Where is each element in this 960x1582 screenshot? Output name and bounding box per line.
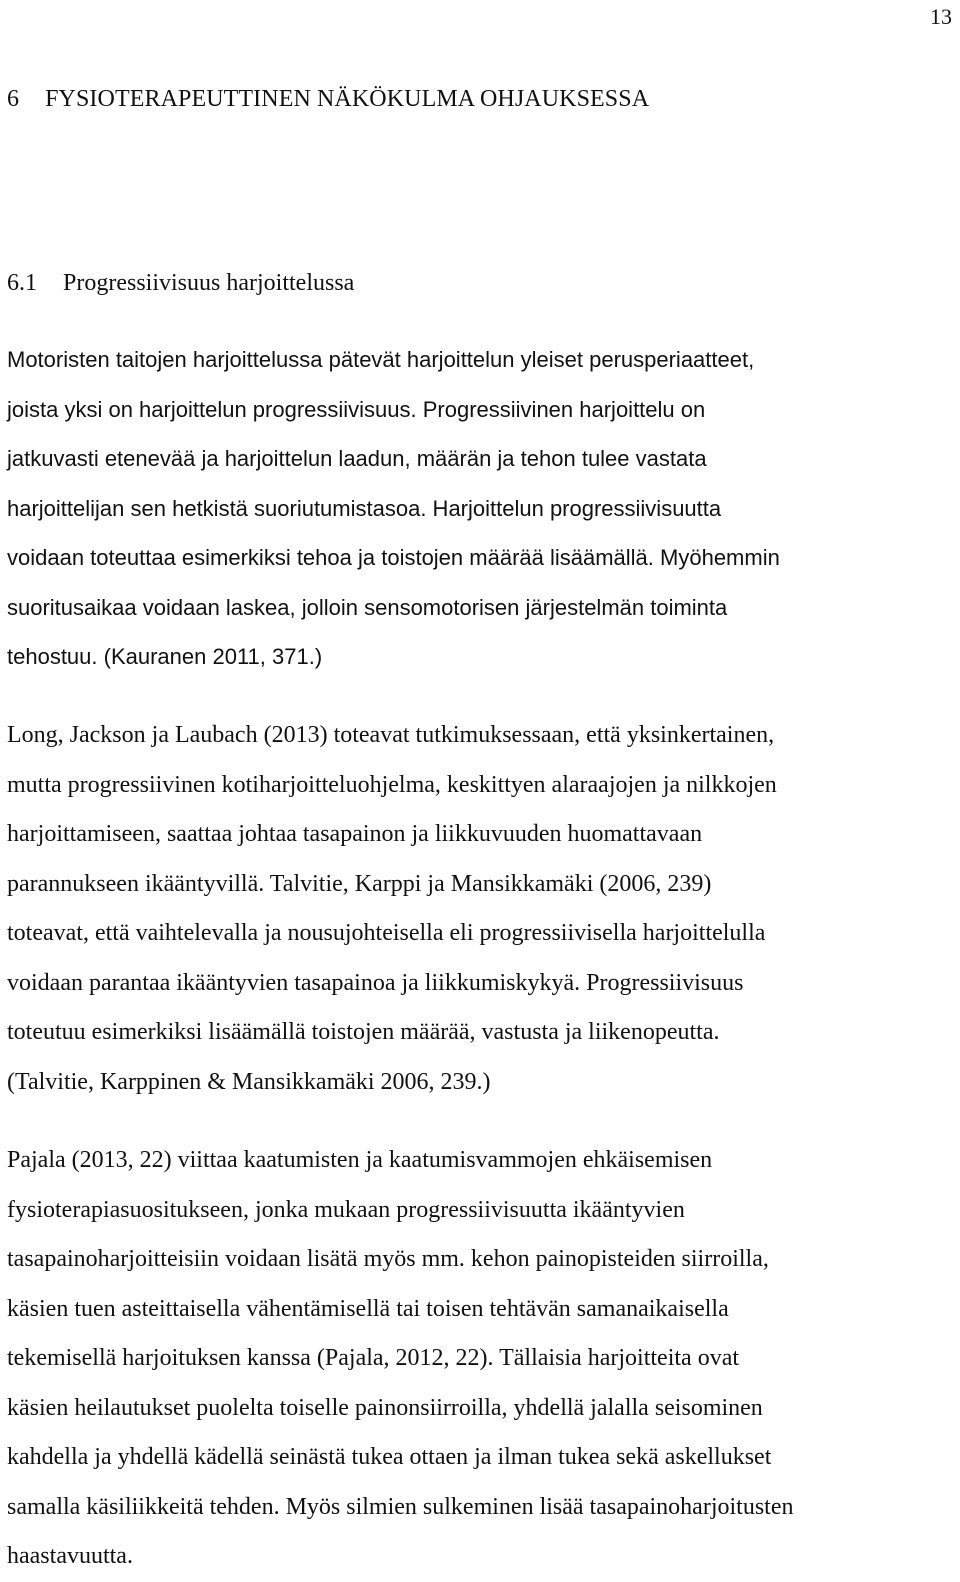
paragraph-line: parannukseen ikääntyvillä. Talvitie, Karppi ja Mansikkamäki (2006, 239)	[7, 870, 712, 897]
chapter-title: FYSIOTERAPEUTTINEN NÄKÖKULMA OHJAUKSESSA	[45, 86, 650, 112]
section-number: 6.1	[7, 270, 37, 296]
paragraph-line: toteutuu esimerkiksi lisäämällä toistojen määrää, vastusta ja liikenopeutta.	[7, 1019, 720, 1045]
paragraph-line: tekemisellä harjoituksen kanssa (Pajala, 2012, 22). Tällaisia harjoitteita ovat	[7, 1345, 740, 1371]
chapter-heading	[7, 84, 649, 114]
paragraph-line: Motoristen taitojen harjoittelussa pätevät harjoittelun yleiset perusperiaatteet,	[7, 347, 755, 372]
paragraph-line: fysioterapiasuositukseen, jonka mukaan progressiivisuutta ikääntyvien	[7, 1196, 685, 1223]
chapter-number: 6	[7, 86, 20, 112]
paragraph-1	[7, 335, 780, 682]
paragraph-line: voidaan parantaa ikääntyvien tasapainoa ja liikkumiskykyä. Progressiivisuus	[7, 969, 744, 996]
paragraph-line: Long, Jackson ja Laubach (2013) toteavat tutkimuksessaan, että yksinkertainen,	[7, 722, 775, 748]
paragraph-3	[7, 1136, 794, 1582]
paragraph-line: toteavat, että vaihtelevalla ja nousujohteisella eli progressiivisella harjoittelulla	[7, 920, 766, 946]
paragraph-line: kahdella ja yhdellä kädellä seinästä tukea ottaen ja ilman tukea sekä askellukset	[7, 1444, 772, 1470]
paragraph-line: suoritusaikaa voidaan laskea, jolloin sensomotorisen järjestelmän toiminta	[7, 594, 728, 620]
section-heading	[7, 268, 354, 298]
paragraph-2	[7, 711, 777, 1107]
paragraph-line: haastavuutta.	[7, 1543, 133, 1569]
paragraph-line: harjoittamiseen, saattaa johtaa tasapainon ja liikkuvuuden huomattavaan	[7, 821, 703, 847]
paragraph-line: käsien heilautukset puolelta toiselle painonsiirroilla, yhdellä jalalla seisominen	[7, 1394, 763, 1421]
paragraph-line: Pajala (2013, 22) viittaa kaatumisten ja kaatumisvammojen ehkäisemisen	[7, 1147, 713, 1173]
paragraph-line: mutta progressiivinen kotiharjoitteluohjelma, keskittyen alaraajojen ja nilkkojen	[7, 771, 777, 798]
paragraph-line: jatkuvasti etenevää ja harjoittelun laadun, määrän ja tehon tulee vastata	[7, 446, 707, 471]
section-title: Progressiivisuus harjoittelussa	[63, 270, 355, 296]
paragraph-line: käsien tuen asteittaisella vähentämisellä tai toisen tehtävän samanaikaisella	[7, 1295, 729, 1322]
paragraph-line: joista yksi on harjoittelun progressiivisuus. Progressiivinen harjoittelu on	[7, 396, 706, 422]
paragraph-line: voidaan toteuttaa esimerkiksi tehoa ja toistojen määrää lisäämällä. Myöhemmin	[7, 545, 780, 570]
paragraph-line: harjoittelijan sen hetkistä suoriutumistasoa. Harjoittelun progressiivisuutta	[7, 495, 722, 521]
paragraph-line: tasapainoharjoitteisiin voidaan lisätä myös mm. kehon painopisteiden siirroilla,	[7, 1246, 769, 1272]
page-number: 13	[930, 4, 952, 29]
paragraph-line: (Talvitie, Karppinen & Mansikkamäki 2006, 239.)	[7, 1068, 491, 1095]
paragraph-line: tehostuu. (Kauranen 2011, 371.)	[7, 644, 323, 669]
paragraph-line: samalla käsiliikkeitä tehden. Myös silmien sulkeminen lisää tasapainoharjoitusten	[7, 1493, 794, 1520]
